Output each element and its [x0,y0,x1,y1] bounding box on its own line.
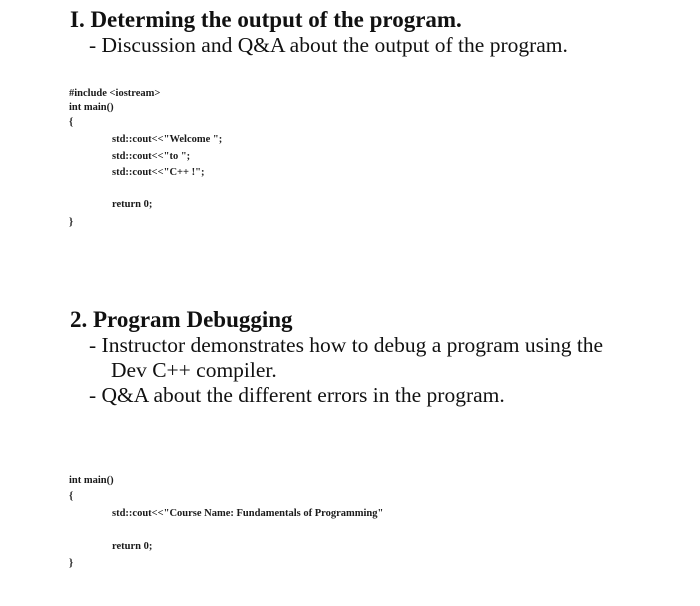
code2-close-brace: } [69,558,74,569]
section-2-bullet-1: - Instructor demonstrates how to debug a program using the [89,333,604,357]
code1-main-line: int main() [69,102,114,113]
section-1-heading: I. Determing the output of the program. [70,7,462,32]
code2-cout-course: std::cout<<"Course Name: Fundamentals of Programming" [112,508,384,519]
section-1-bullet-1: - Discussion and Q&A about the output of the program. [89,33,568,57]
code2-main-line: int main() [69,475,114,486]
code2-return: return 0; [112,541,153,552]
code1-cout-welcome: std::cout<<"Welcome "; [112,134,223,145]
section-2-heading: 2. Program Debugging [70,307,293,332]
code1-open-brace: { [69,117,74,128]
code1-cout-to: std::cout<<"to "; [112,151,191,162]
code1-include-line: #include <iostream> [69,88,161,99]
section-2-bullet-2: - Q&A about the different errors in the program. [89,383,505,407]
section-2-bullet-1-continued: Dev C++ compiler. [111,358,277,382]
code2-open-brace: { [69,491,74,502]
code1-cout-cpp: std::cout<<"C++ !"; [112,167,205,178]
code1-return: return 0; [112,199,153,210]
code1-close-brace: } [69,217,74,228]
